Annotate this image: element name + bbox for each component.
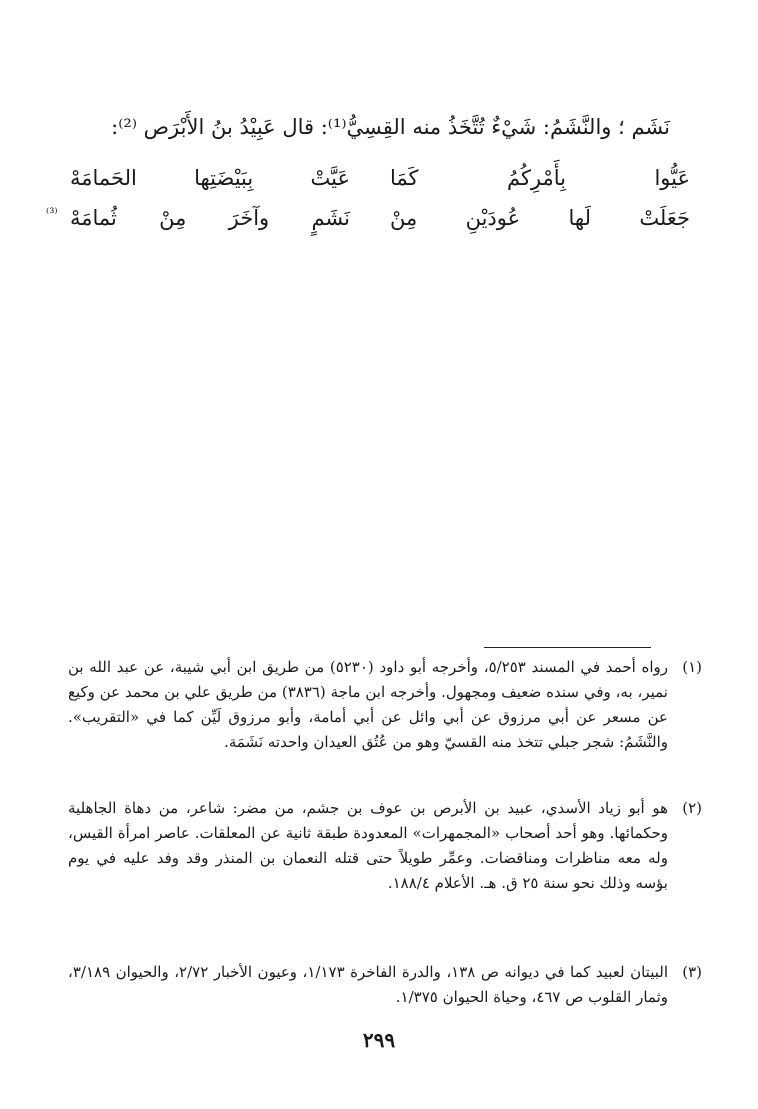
verse-2-second-hemistich: نَشَمٍ وآخَرَ مِنْ ثُمامَهْ (70, 206, 350, 230)
verse-1-second-hemistich: عَيَّتْ بِبَيْضَتِها الحَمامَهْ (70, 166, 350, 190)
footnote-2-marker: (٢) (682, 799, 702, 817)
verse-1-first-hemistich: عَيُّوا بِأَمْرِكُمُ كَمَا (390, 166, 690, 190)
footnote-3-text: البيتان لعبيد كما في ديوانه ص ١٣٨، والدرة الفاخرة ١/١٧٣، وعيون الأخبار ٢/٧٢، والحيوان ٣/١٨٩، وثمار القلوب ص ٤٦٧، وحياة الحيوان ١/٣٧٥. (68, 963, 668, 1006)
verse-2-first-hemistich: جَعَلَتْ لَها عُودَيْنِ مِنْ (390, 206, 690, 230)
verse-footnote-marker: ⁽³⁾ (46, 206, 58, 221)
footnote-1-marker: (١) (682, 658, 702, 676)
footnote-separator (484, 647, 651, 648)
footnote-1 (68, 655, 702, 755)
footnote-1-text: رواه أحمد في المسند ٥/٢٥٣، وأخرجه أبو داود (٥٢٣٠) من طريق ابن أبي شيبة، عن عبد الله بن نمير، به، وفي سنده ضعيف ومجهول. وأخرجه ابن ماجة (٣٨٣٦) من طريق علي بن محمد عن وكيع عن مسعر عن أبي مرزوق عن أبي وائل عن أبي أمامة، وأبو مرزوق لَيِّن كما في «التقريب». والنَّشَمُ: شجر جبلي تتخذ منه القسيّ وهو من عُتُق العيدان واحدته نَشَمَة. (68, 658, 669, 751)
footnote-3-marker: (٣) (682, 963, 702, 981)
verse-line-2 (46, 198, 690, 238)
footnote-3 (68, 960, 702, 1010)
footnote-2 (68, 796, 702, 896)
verse-line-1 (70, 158, 690, 198)
footnote-2-text: هو أبو زياد الأسدي، عبيد بن الأبرص بن عوف بن جشم، من مضر: شاعر، من دهاة الجاهلية وحكمائها. وهو أحد أصحاب «المجمهرات» المعدودة طبقة ثانية عن المعلقات. عاصر امرأة القيس، وله معه مناظرات ومناقضات. وعمِّر طويلاً حتى قتله النعمان بن المنذر وقد وفد عليه في يوم بؤسه وذلك نحو سنة ٢٥ ق. هـ. الأعلام ١٨٨/٤. (68, 799, 668, 892)
page-number: ٢٩٩ (362, 1028, 396, 1052)
body-first-line: نَشَم ؛ والنَّشَمُ: شَيْءٌ تُتَّخَذُ منه القِسِيُّ⁽¹⁾: قال عَبِيْدُ بنُ الأَبْرَص ⁽²⁾: (111, 115, 670, 139)
